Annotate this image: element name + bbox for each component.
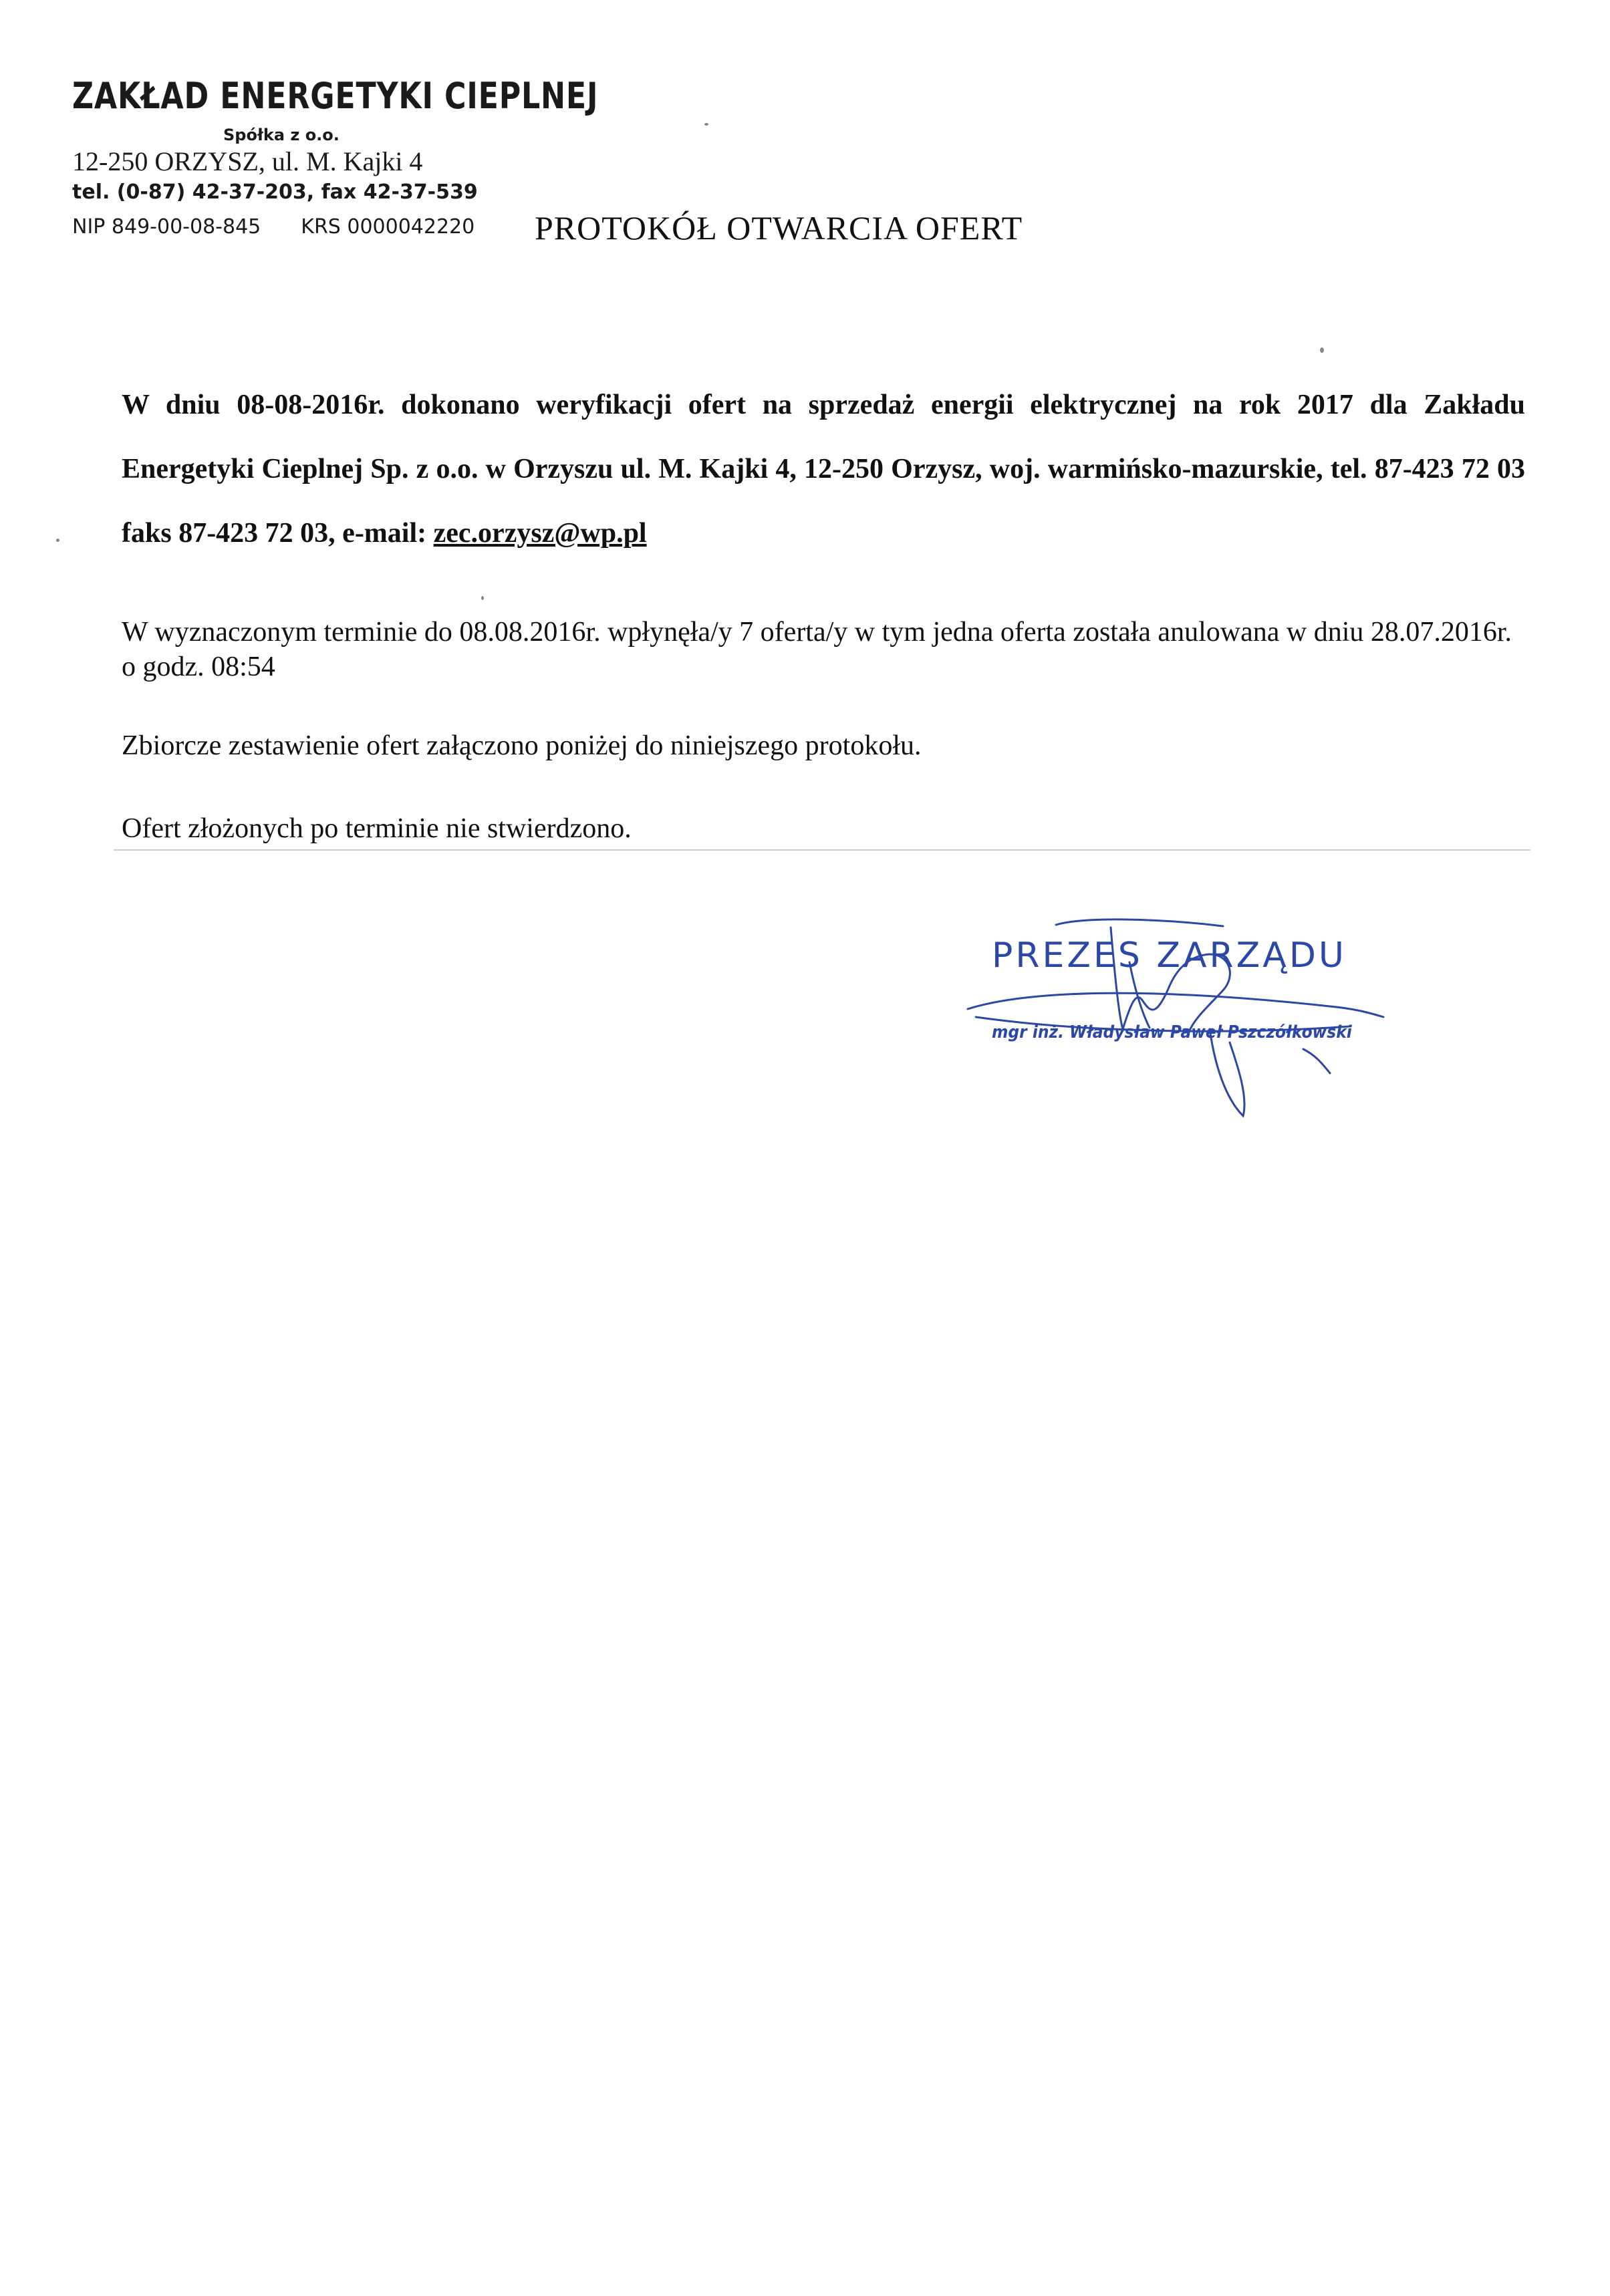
- intro-text: W dniu 08-08-2016r. dokonano weryfikacji ofert na sprzedaż energii elektrycznej na rok 2017 dla Zakładu Energetyki Cieplnej Sp. z o.o. w Orzyszu ul. M. Kajki 4, 12-250 Orzysz, woj. warmińsko-mazurskie, tel. 87-423 72 03 faks 87-423 72 03, e-mail:: [122, 390, 1525, 549]
- intro-paragraph: [122, 373, 1525, 565]
- stamp-company-name: ZAKŁAD ENERGETYKI CIEPLNEJ: [72, 75, 599, 117]
- scan-speck: [1320, 347, 1324, 353]
- handwritten-signature: [956, 915, 1424, 1136]
- email-link[interactable]: zec.orzysz@wp.pl: [433, 518, 647, 549]
- document-title: PROTOKÓŁ OTWARCIA OFERT: [535, 209, 1023, 247]
- scan-divider-line: [114, 849, 1530, 851]
- scan-speck: [56, 539, 59, 542]
- scan-speck: [704, 123, 708, 126]
- stamp-address: 12-250 ORZYSZ, ul. M. Kajki 4: [72, 146, 423, 176]
- offers-received-paragraph: W wyznaczonym terminie do 08.08.2016r. wpłynęła/y 7 oferta/y w tym jedna oferta została anulowana w dniu 28.07.2016r. o godz. 08:54: [122, 617, 1512, 682]
- signature-title: PREZES ZARZĄDU: [992, 936, 1347, 976]
- summary-paragraph: Zbiorcze zestawienie ofert załączono poniżej do niniejszego protokołu.: [122, 730, 922, 761]
- late-offers-paragraph: Ofert złożonych po terminie nie stwierdzono.: [122, 813, 632, 844]
- stamp-nip: NIP 849-00-08-845: [72, 215, 261, 239]
- scan-speck: [481, 596, 484, 600]
- stamp-phone-fax: tel. (0-87) 42-37-203, fax 42-37-539: [72, 180, 478, 204]
- stamp-registration-ids: [72, 215, 475, 239]
- signature-stamp: [956, 915, 1424, 1136]
- stamp-legal-form: Spółka z o.o.: [223, 126, 340, 144]
- stamp-krs: KRS 0000042220: [301, 215, 475, 239]
- signature-name: mgr inż. Władysław Paweł Pszczółkowski: [992, 1022, 1352, 1042]
